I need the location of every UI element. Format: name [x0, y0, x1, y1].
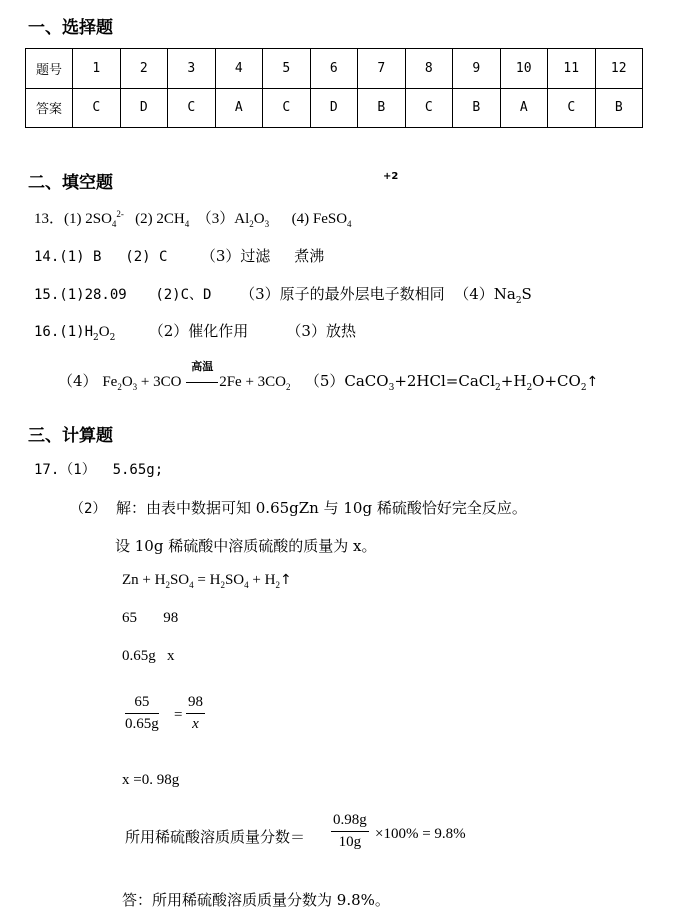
text: Zn + H — [122, 572, 166, 588]
q13-part2: (2) 2CH — [135, 211, 185, 227]
q15-part1: 15.(1)28.09 — [34, 287, 127, 303]
section-heading-fill: 二、填空题 — [28, 173, 113, 193]
text: 17.（1） — [34, 462, 96, 478]
molar-mass-row — [122, 610, 178, 627]
superscript: 2- — [116, 209, 124, 219]
q15-part2: (2)C、D — [155, 287, 212, 303]
solution-text: 解：由表中数据可知 0.65gZn 与 10g 稀硫酸恰好完全反应。 — [115, 499, 527, 517]
subscript: 2 — [249, 219, 254, 229]
percentage-label: 所用稀硫酸溶质质量分数＝ — [125, 828, 306, 846]
text: Fe — [102, 374, 118, 390]
subscript: 4 — [244, 580, 249, 590]
table-cell: 9 — [453, 49, 501, 89]
q17-part2 — [70, 497, 527, 518]
q16-part2: （2）催化作用 — [148, 322, 249, 340]
q17-part1 — [34, 459, 163, 479]
table-cell: 5 — [263, 49, 311, 89]
text: = H — [193, 572, 221, 588]
q14-part3: （3）过滤 — [200, 247, 271, 265]
table-cell: B — [358, 88, 406, 128]
q14-part1: 14.(1) B — [34, 249, 102, 265]
q13-part3: （3）Al — [196, 211, 250, 227]
table-cell: C — [73, 88, 121, 128]
table-cell: 12 — [595, 49, 643, 89]
text: 5.65g; — [112, 462, 164, 478]
answer-table — [25, 48, 643, 128]
text: x — [167, 648, 175, 664]
x-result: x =0. 98g — [122, 772, 180, 788]
assumption-text: 设 10g 稀硫酸中溶质硫酸的质量为 x。 — [115, 537, 377, 555]
question-14 — [34, 245, 324, 266]
table-row — [26, 88, 643, 128]
text: S — [521, 285, 532, 303]
table-cell: 4 — [215, 49, 263, 89]
numerator: 98 — [186, 694, 205, 714]
gas-arrow-icon: ↑ — [586, 374, 599, 390]
text: SO — [169, 572, 190, 588]
table-cell: 10 — [500, 49, 548, 89]
table-cell: 7 — [358, 49, 406, 89]
text: （2） — [70, 501, 107, 517]
subscript: 2 — [286, 382, 291, 392]
table-cell: D — [310, 88, 358, 128]
numerator: 0.98g — [331, 812, 369, 832]
chemical-equation — [122, 572, 292, 590]
reaction-condition — [185, 360, 219, 390]
valence-label: +2 — [383, 171, 399, 182]
denominator: 0.65g — [125, 716, 159, 732]
numerator: 65 — [125, 694, 159, 714]
text: O — [121, 374, 133, 390]
equation-products — [219, 374, 290, 390]
subscript: 4 — [189, 580, 194, 590]
q16-part1: 16.(1)H — [34, 324, 94, 340]
table-header-cell: 答案 — [26, 88, 73, 128]
subscript: 3 — [264, 219, 270, 229]
q16-part3: （3）放热 — [286, 322, 356, 340]
q13-part4: (4) FeSO — [291, 211, 348, 227]
denominator: x — [192, 716, 199, 732]
subscript: 3 — [388, 383, 395, 393]
subscript: 3 — [132, 382, 138, 392]
text: 0.65g — [122, 648, 156, 664]
text: + 3CO — [137, 374, 186, 390]
subscript: 4 — [347, 219, 352, 229]
table-cell: C — [405, 88, 453, 128]
text: SO — [224, 572, 245, 588]
equals-sign: = — [174, 707, 183, 723]
subscript: 2 — [495, 383, 501, 393]
table-cell: D — [120, 88, 168, 128]
subscript: 2 — [526, 383, 533, 393]
table-cell: C — [168, 88, 216, 128]
subscript: 4 — [111, 219, 117, 229]
final-answer: 答：所用稀硫酸溶质质量分数为 9.8%。 — [122, 891, 390, 909]
q14-part4: 煮沸 — [294, 247, 325, 265]
subscript: 2 — [165, 580, 170, 590]
condition-label: 高温 — [191, 360, 214, 373]
subscript: 4 — [184, 219, 190, 229]
text: O+CO — [532, 372, 581, 390]
reaction-arrow-line — [186, 382, 218, 383]
text: （5）CaCO — [304, 372, 389, 390]
question-13 — [34, 207, 352, 229]
gas-arrow-icon: ↑ — [279, 572, 292, 588]
section-heading-calc: 三、计算题 — [28, 426, 113, 446]
table-header-cell: 题号 — [26, 49, 73, 89]
fraction-right — [186, 694, 205, 733]
table-cell: B — [595, 88, 643, 128]
equation-reactants — [102, 374, 185, 390]
percentage-fraction — [331, 812, 369, 851]
subscript: 2 — [109, 333, 116, 343]
subscript: 2 — [515, 296, 522, 306]
subscript: 2 — [117, 382, 122, 392]
text: 98 — [163, 610, 179, 626]
q16-part5 — [304, 372, 599, 393]
question-16-line2 — [58, 360, 599, 393]
table-cell: 3 — [168, 49, 216, 89]
text: O — [98, 324, 110, 340]
q16-part4: （4） — [58, 372, 98, 390]
subscript: 2 — [275, 580, 280, 590]
table-cell: A — [215, 88, 263, 128]
q15-part4: （4）Na — [454, 285, 516, 303]
table-cell: 1 — [73, 49, 121, 89]
q15-part3: （3）原子的最外层电子数相同 — [240, 285, 445, 303]
text: 2Fe + 3CO — [219, 374, 287, 390]
question-15 — [34, 283, 532, 306]
table-cell: 8 — [405, 49, 453, 89]
subscript: 2 — [93, 333, 99, 343]
text: 65 — [122, 610, 137, 626]
section-heading-choice: 一、选择题 — [28, 18, 113, 38]
text: +2HCl=CaCl — [394, 372, 496, 390]
subscript: 2 — [580, 383, 587, 393]
subscript: 2 — [220, 580, 225, 590]
text: + H — [248, 572, 276, 588]
q14-part2: (2) C — [125, 249, 168, 265]
q13-part1: 13．(1) 2SO — [34, 211, 112, 227]
mass-row — [122, 648, 175, 665]
text: +H — [500, 372, 527, 390]
table-cell: C — [548, 88, 596, 128]
table-cell: B — [453, 88, 501, 128]
fraction-left — [125, 694, 159, 733]
table-cell: 6 — [310, 49, 358, 89]
text: O — [253, 211, 265, 227]
table-cell: C — [263, 88, 311, 128]
table-cell: 2 — [120, 49, 168, 89]
denominator: 10g — [338, 834, 362, 850]
table-cell: A — [500, 88, 548, 128]
question-16 — [34, 320, 356, 343]
table-cell: 11 — [548, 49, 596, 89]
percentage-result: ×100% = 9.8% — [375, 826, 466, 842]
table-row — [26, 49, 643, 89]
